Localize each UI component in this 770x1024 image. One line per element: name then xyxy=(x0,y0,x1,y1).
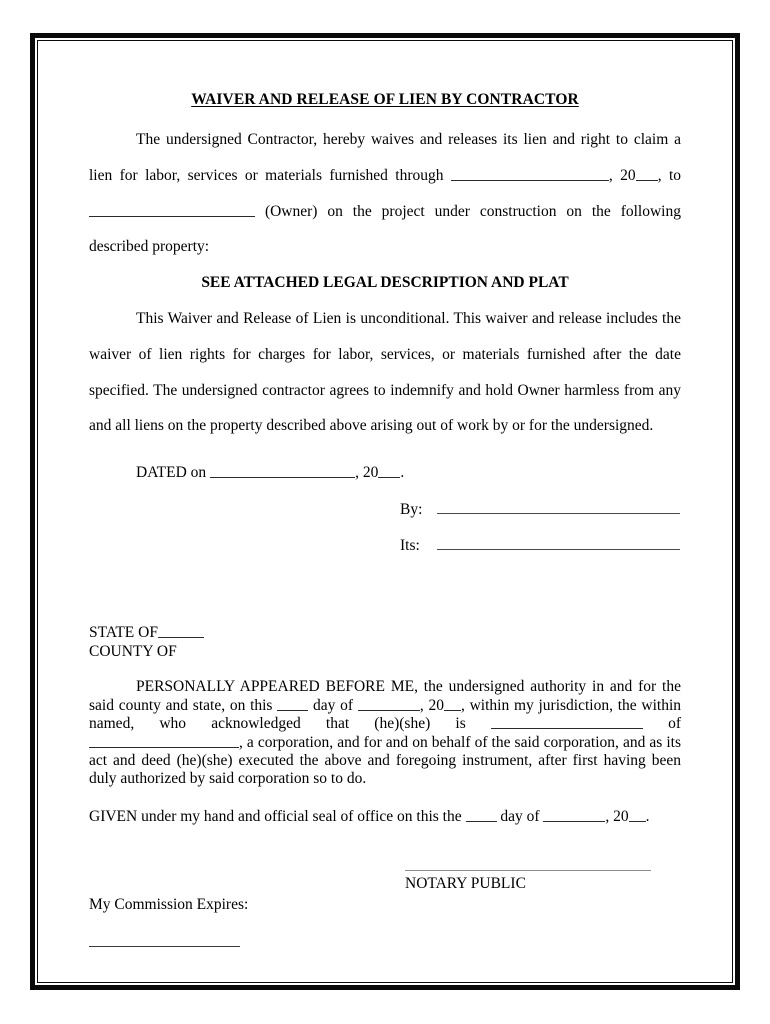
signature-by-rule[interactable] xyxy=(437,500,680,514)
notary-text-4: , within my jurisdiction, the within named, who acknowledged that (he)(she) is xyxy=(89,696,682,733)
commission-expires-label: My Commission Expires: xyxy=(89,896,249,914)
contractor-signature-block xyxy=(89,491,681,572)
notary-public-label: NOTARY PUBLIC xyxy=(405,875,526,893)
legal-description-heading: SEE ATTACHED LEGAL DESCRIPTION AND PLAT xyxy=(201,274,569,292)
notary-signature-block xyxy=(89,826,681,893)
blank-year-1[interactable] xyxy=(636,167,658,181)
blank-notary-month[interactable] xyxy=(358,697,420,711)
given-text-1: GIVEN under my hand and official seal of office on this the xyxy=(89,807,462,825)
document-title-text: WAIVER AND RELEASE OF LIEN BY CONTRACTOR xyxy=(191,91,579,108)
signature-row-by xyxy=(400,500,681,536)
paragraph-recitals-text-d: (Owner) on the project under construction on the following described property: xyxy=(89,202,681,256)
blank-given-month[interactable] xyxy=(543,808,605,822)
blank-owner-name[interactable] xyxy=(89,202,255,216)
given-text-3: , 20 xyxy=(605,807,629,825)
dated-label: DATED on xyxy=(136,464,207,482)
blank-given-year[interactable] xyxy=(629,808,646,822)
paragraph-recitals-text-b: , 20 xyxy=(608,166,636,184)
dated-period: . xyxy=(400,464,405,482)
venue-county-label: COUNTY OF xyxy=(89,643,177,661)
notary-acknowledgement-paragraph xyxy=(89,661,681,788)
document-body xyxy=(89,33,681,963)
dated-line xyxy=(89,444,681,491)
dated-year-prefix: , 20 xyxy=(355,464,379,482)
blank-corporation-name[interactable] xyxy=(89,734,239,748)
notary-text-1: PERSONALLY APPEARED BEFORE ME, the undersigned authority in and for the said county and state, on this xyxy=(89,678,681,714)
blank-commission-expires[interactable] xyxy=(89,945,240,947)
blank-notary-day[interactable] xyxy=(277,697,308,711)
venue-state-line xyxy=(89,623,681,642)
paragraph-recitals-text-c: , to xyxy=(657,166,682,184)
notary-text-5: of xyxy=(668,715,682,733)
venue-block xyxy=(89,572,681,661)
given-text-4: . xyxy=(645,807,650,825)
signature-its-label: Its: xyxy=(400,536,420,554)
blank-state[interactable] xyxy=(158,624,204,638)
blank-notary-year[interactable] xyxy=(444,697,461,711)
venue-state-label: STATE OF xyxy=(89,623,158,641)
blank-dated-year[interactable] xyxy=(378,464,400,478)
signature-by-label: By: xyxy=(400,500,423,518)
notary-text-3: , 20 xyxy=(419,696,444,714)
document-title xyxy=(89,33,681,109)
given-text-2: day of xyxy=(500,807,540,825)
paragraph-unconditional: This Waiver and Release of Lien is unconditional. This waiver and release includes the waiver of lien rights for charges for labor, services, or materials furnished after the date specified. The undersigned contractor agrees to indemnify and hold Owner harmless from any and all liens on the property described above arising out of work by or for the undersigned. xyxy=(89,309,681,435)
given-under-hand-paragraph xyxy=(89,789,681,826)
blank-officer-title[interactable] xyxy=(491,715,643,729)
blank-dated-date[interactable] xyxy=(210,464,355,478)
blank-given-day[interactable] xyxy=(466,808,497,822)
blank-through-date[interactable] xyxy=(451,167,609,181)
notary-text-6: , a corporation, and for and on behalf of the said corporation, and as its act and deed (he)(she) executed the above and foregoing instrument, after first having been duly authorized by said corporation so to do. xyxy=(89,733,681,788)
paragraph-recitals xyxy=(89,109,681,265)
notary-text-2: day of xyxy=(313,696,354,714)
signature-its-rule[interactable] xyxy=(437,536,680,550)
signature-row-its xyxy=(400,536,681,572)
venue-county-line xyxy=(89,642,681,661)
paragraph-recitals-text-a: The undersigned Contractor, hereby waives and releases its lien and right to claim a lien for labor, services or materials furnished through xyxy=(89,131,681,184)
